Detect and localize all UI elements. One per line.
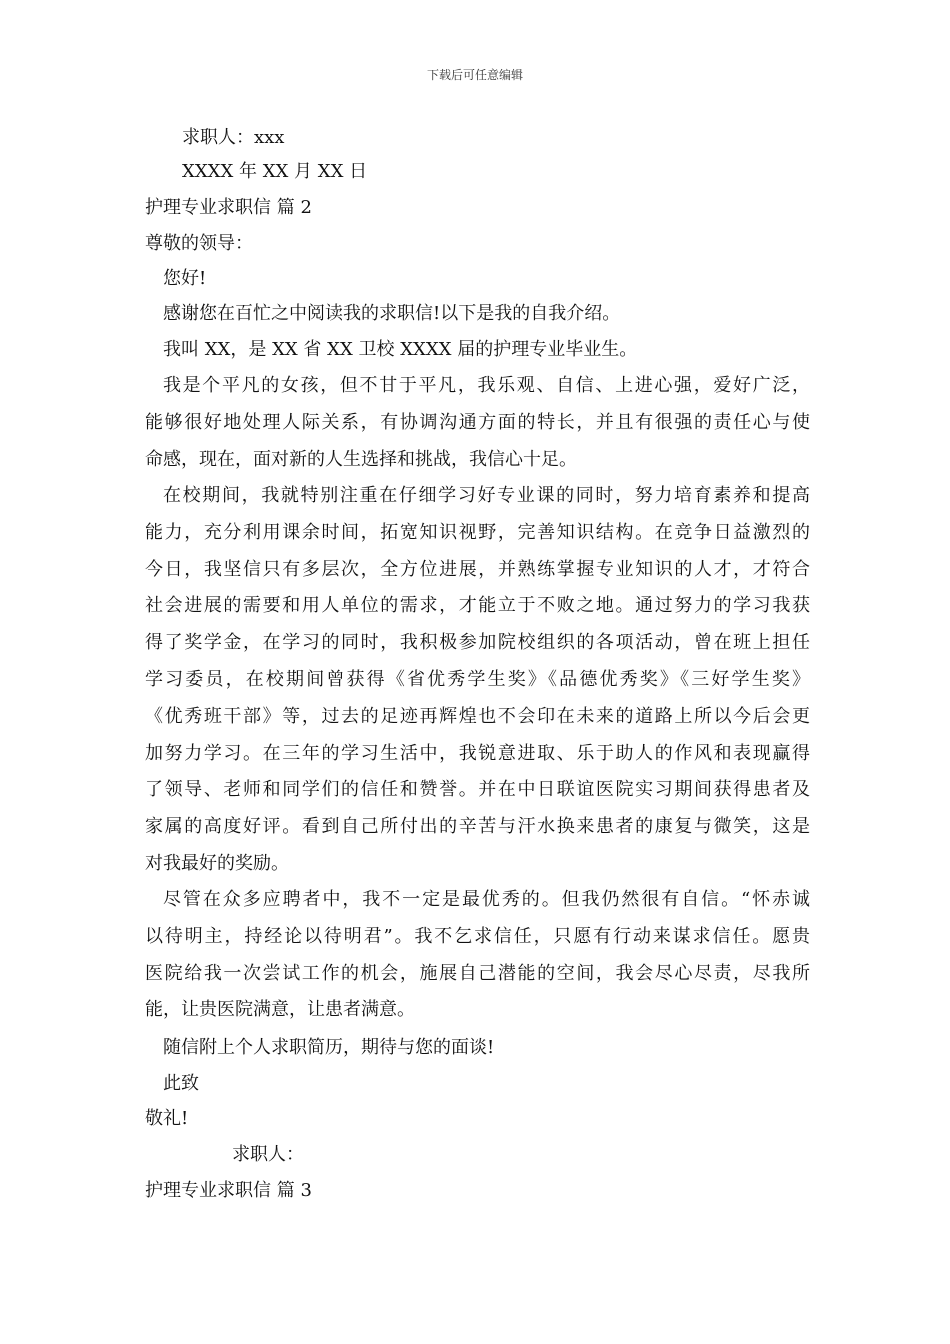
section2-title: 护理专业求职信 篇 2 [145,197,312,218]
school-line: 在校期间，我就特别注重在仔细学习好专业课的同时，努力培育素养和提高 [163,485,810,506]
letter1-date: XXXX 年 XX 月 XX 日 [182,161,368,182]
school-line: 对我最好的奖励。 [145,852,289,874]
personality-line: 能够很好地处理人际关系，有协调沟通方面的特长，并且有很强的责任心与使 [145,411,810,433]
confidence-paragraph [145,882,810,1029]
confidence-line: 医院给我一次尝试工作的机会，施展自己潜能的空间，我会尽心尽责，尽我所 [145,962,810,984]
school-line: 了领导、老师和同学们的信任和赞誉。并在中日联谊医院实习期间获得患者及 [145,779,810,801]
identity-paragraph: 我叫 XX，是 XX 省 XX 卫校 XXXX 届的护理专业毕业生。 [163,339,638,360]
letter1-applicant: 求职人：xxx [182,127,285,148]
salutation: 尊敬的领导： [145,233,253,254]
personality-paragraph [145,368,810,478]
section2-applicant: 求职人： [232,1144,304,1165]
closing-jingli: 敬礼! [145,1108,189,1129]
school-line: 今日，我坚信只有多层次，全方位进展，并熟练掌握专业知识的人才，才符合 [145,558,810,580]
attachment-note: 随信附上个人求职简历，期待与您的面谈! [163,1037,495,1058]
school-line: 家属的高度好评。看到自己所付出的辛苦与汗水换来患者的康复与微笑，这是 [145,816,810,838]
school-line: 学习委员，在校期间曾获得《省优秀学生奖》《品德优秀奖》《三好学生奖》 [145,668,810,690]
greeting: 您好! [163,268,207,289]
school-line: 能力，充分利用课余时间，拓宽知识视野，完善知识结构。在竞争日益激烈的 [145,521,810,543]
personality-line: 命感，现在，面对新的人生选择和挑战，我信心十足。 [145,448,577,470]
school-line: 得了奖学金，在学习的同时，我积极参加院校组织的各项活动，曾在班上担任 [145,632,810,654]
section3-title: 护理专业求职信 篇 3 [145,1180,312,1201]
confidence-line: 尽管在众多应聘者中，我不一定是最优秀的。但我仍然很有自信。“怀赤诚 [163,889,810,910]
intro-paragraph: 感谢您在百忙之中阅读我的求职信!以下是我的自我介绍。 [163,303,621,324]
closing-cizhi: 此致 [163,1073,199,1094]
confidence-line: 能，让贵医院满意，让患者满意。 [145,999,415,1021]
school-paragraph [145,478,810,883]
school-line: 社会进展的需要和用人单位的需求，才能立于不败之地。通过努力的学习我获 [145,595,810,617]
school-line: 《优秀班干部》等，过去的足迹再辉煌也不会印在未来的道路上所以今后会更 [145,705,810,727]
page-header-note: 下载后可任意编辑 [426,68,523,82]
school-line: 加努力学习。在三年的学习生活中，我锐意进取、乐于助人的作风和表现赢得 [145,742,810,764]
personality-line: 我是个平凡的女孩，但不甘于平凡，我乐观、自信、上进心强，爱好广泛， [163,375,810,396]
confidence-line: 以待明主，持经论以待明君”。我不乞求信任，只愿有行动来谋求信任。愿贵 [145,925,810,947]
